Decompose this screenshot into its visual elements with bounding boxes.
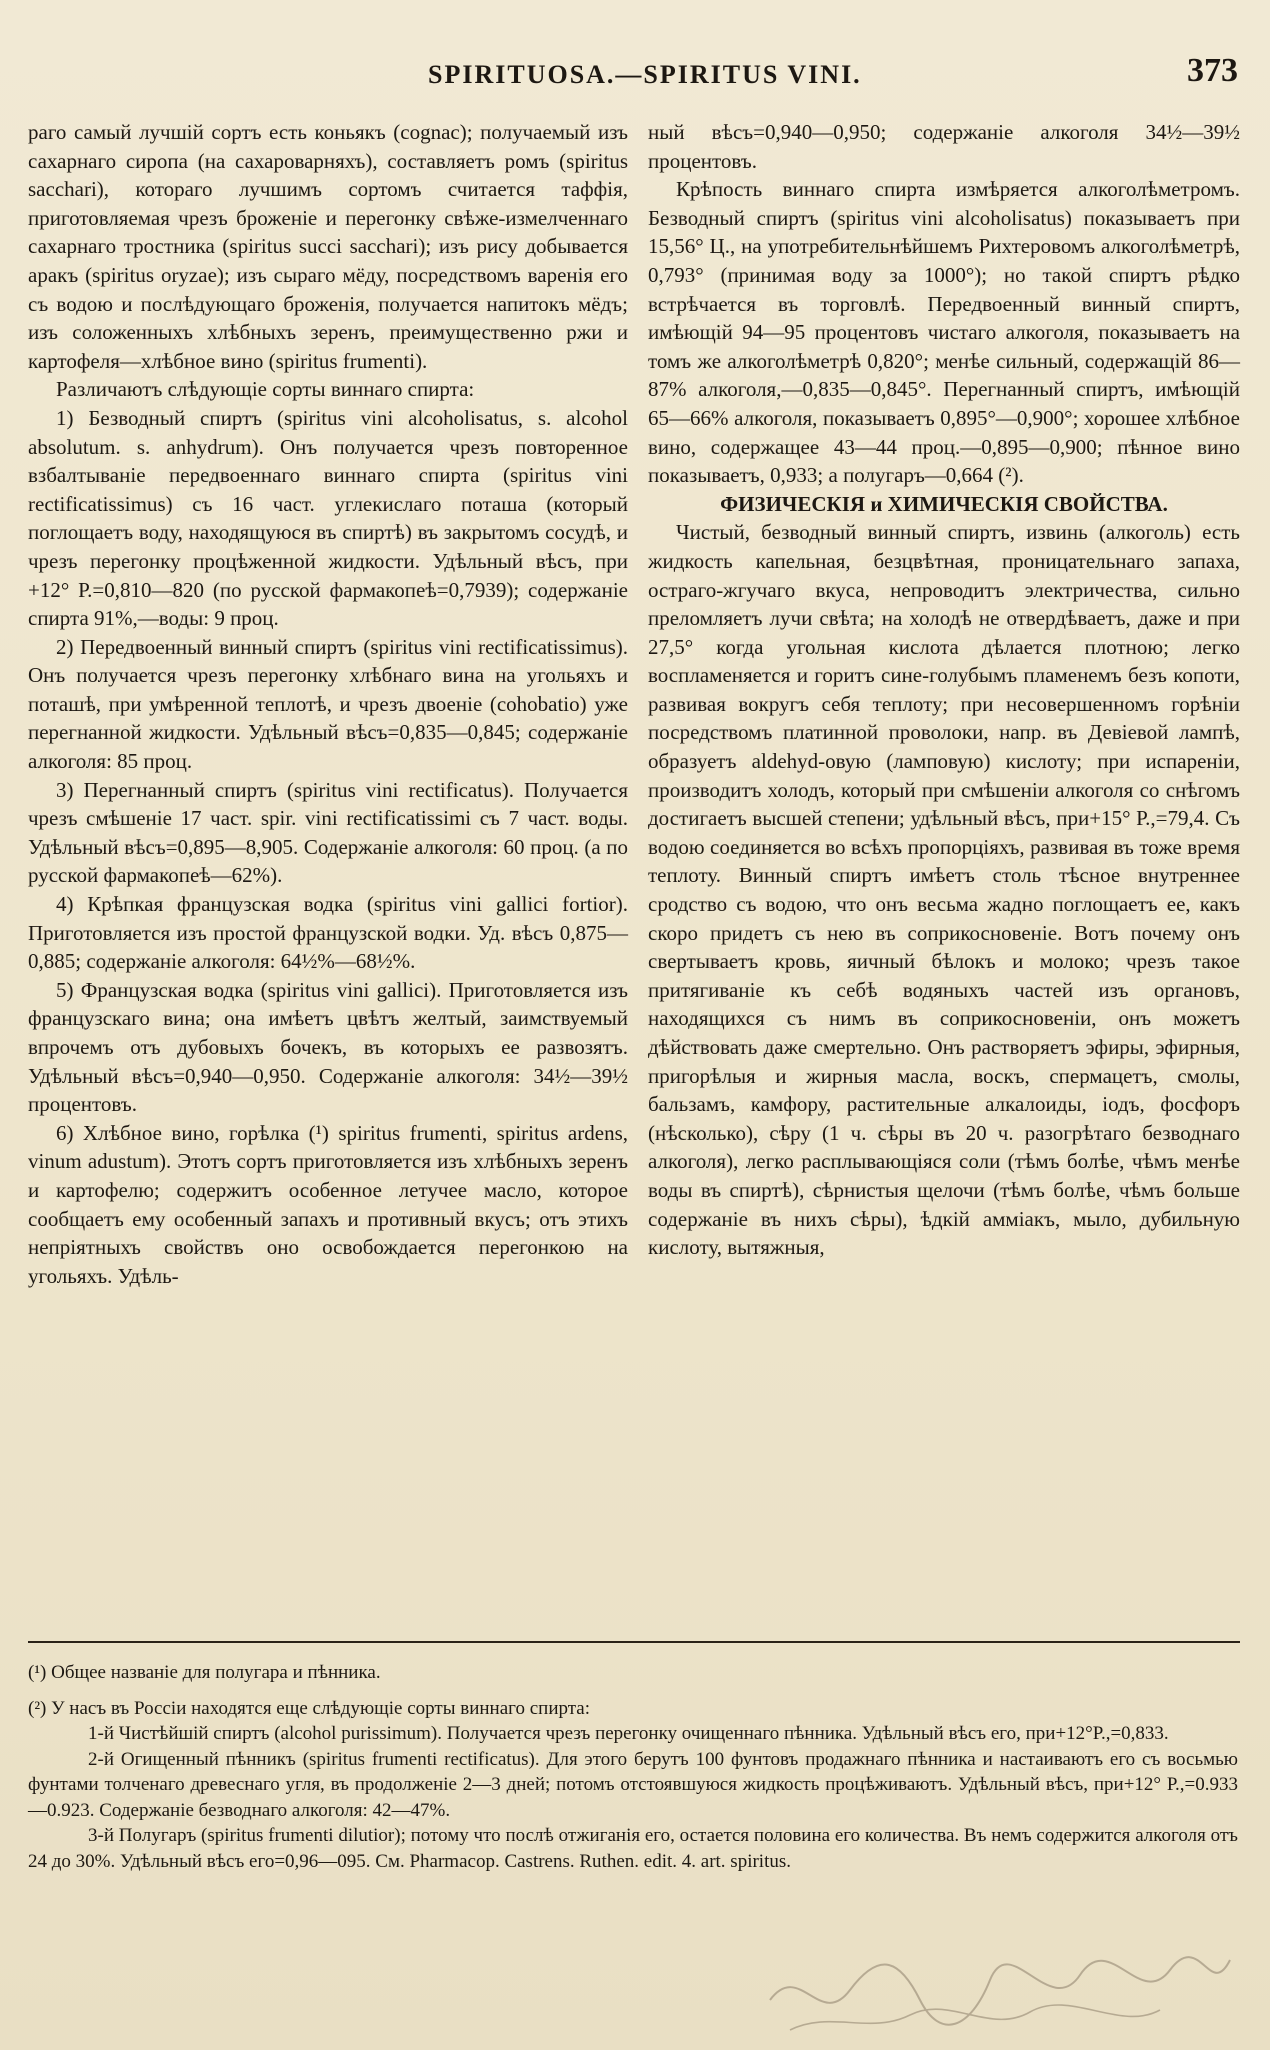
paragraph: 3) Перегнанный спиртъ (spiritus vini rectificatus). Получается чрезъ смѣшеніе 17 част. spir. vini rectificatissimi съ 7 част. воды. Удѣльный вѣсъ=0,895—8,905. Содержаніе алкоголя: 60 проц. (а по русской фармакопеѣ—62%). [28, 777, 628, 888]
paragraph: Крѣпость виннаго спирта измѣряется алкоголѣметромъ. Безводный спиртъ (spiritus vini alcoholisatus) показываетъ при 15,56° Ц., на употребительнѣйшемъ Рихтеровомъ алкоголѣметрѣ, 0,793° (принимая воду за 1000°); но такой спиртъ рѣдко встрѣчается въ торговлѣ. Передвоенный винный спиртъ, имѣющій 94—95 процентовъ чистаго алкоголя, показываетъ на томъ же алкоголѣметрѣ 0,820°; менѣе сильный, содержащій 86—87% алкоголя,—0,835—0,845°. Перегнанный спиртъ, имѣющій 65—66% алкоголя, показываетъ 0,895°—0,900°; хорошее хлѣбное вино, содержащее 43—44 проц.—0,895—0,900; пѣнное вино показываетъ, 0,933; а полугаръ—0,664 (²). [648, 177, 1240, 488]
footnote-divider [28, 1641, 1240, 1643]
paragraph: 6) Хлѣбное вино, горѣлка (¹) spiritus frumenti, spiritus ardens, vinum adustum). Этотъ сортъ приготовляется изъ хлѣбныхъ зеренъ и картофелю; содержитъ особенное летучее масло, которое сообщаетъ ему особенный запахъ и противный вкусъ; отъ этихъ непріятныхъ свойствъ оно освобождается перегонкою на угольяхъ. Удѣль- [28, 1120, 628, 1288]
right-column [648, 118, 1240, 1262]
running-title: SPIRITUOSA.—SPIRITUS VINI. [428, 60, 862, 89]
paragraph: раго самый лучшій сортъ есть коньякъ (cognac); получаемый изъ сахарнаго сиропа (на сахароварняхъ), составляетъ ромъ (spiritus sacchari), котораго лучшимъ сортомъ считается таффія, приготовляемая чрезъ броженіе и перегонку свѣже-измелченнаго сахарнаго тростника (spiritus succi sacchari); изъ рису добывается аракъ (spiritus oryzae); изъ сыраго мёду, посредствомъ варенія его съ водою и послѣдующаго броженія, получается напитокъ мёдъ; изъ соложенныхъ хлѣбныхъ зеренъ, преимущественно ржи и картофеля—хлѣбное вино (spiritus frumenti). [28, 120, 628, 373]
paragraph: 4) Крѣпкая французская водка (spiritus vini gallici fortior). Приготовляется изъ простой французской водки. Уд. вѣсъ 0,875—0,885; содержаніе алкоголя: 64½%—68½%. [28, 892, 628, 974]
paragraph: Чистый, безводный винный спиртъ, извинь (алкоголь) есть жидкость капельная, безцвѣтная, проницательнаго запаха, остраго-жгучаго вкуса, непроводитъ электричества, сильно преломляетъ лучи свѣта; на холодѣ не отвердѣваетъ, даже и при 27,5° когда угольная кислота дѣлается плотною; легко воспламеняется и горитъ синe-голубымъ пламенемъ безъ копоти, развивая вокругъ себя теплоту; при несовершенномъ горѣніи посредствомъ платинной проволоки, напр. въ Девіевой лампѣ, образуетъ aldehyd-овую (ламповую) кислоту; при испареніи, производитъ холодъ, который при смѣшеніи алкоголя со снѣгомъ достигаетъ высшей степени; удѣльный вѣсъ, при+15° Р.,=79,4. Съ водою соединяется во всѣхъ пропорціяхъ, развивая въ тоже время теплоту. Винный спиртъ имѣетъ столь тѣсное внутреннее сродство съ водою, что онъ весьма жадно поглощаетъ ее, какъ скоро придетъ съ нею въ соприкосновеніе. Вотъ почему онъ свертываетъ кровь, яичный бѣлокъ и молоко; чрезъ такое притягиваніе къ себѣ водяныхъ частей изъ органовъ, находящихся съ нимъ въ соприкосновеніи, онъ можетъ дѣйствовать даже смертельно. Онъ растворяетъ эфиры, эфирныя, пригорѣлыя и жирныя масла, воскъ, спермацетъ, смолы, бальзамъ, камфору, растительные алкалоиды, іодъ, фосфоръ (нѣсколько), сѣру (1 ч. сѣры въ 20 ч. разогрѣтаго безводнаго алкоголя), легко расплывающіяся соли (тѣмъ болѣе, чѣмъ менѣе воды въ спиртѣ), сѣрнистыя щелочи (тѣмъ болѣе, чѣмъ больше содержаніе въ нихъ сѣры), ѣдкій аммiакъ, мыло, дубильную кислоту, вытяжныя, [648, 520, 1240, 1260]
footnote: (¹) Общее названіе для полугара и пѣнника. [28, 1662, 381, 1683]
paragraph: 2) Передвоенный винный спиртъ (spiritus vini rectificatissimus). Онъ получается чрезъ перегонку хлѣбнаго вина на угольяхъ и поташѣ, при умѣренной теплотѣ, и чрезъ двоеніе (cohobatio) уже перегнанной жидкости. Удѣльный вѣсъ=0,835—0,845; содержаніе алкоголя: 85 проц. [28, 634, 628, 774]
page-header [0, 50, 1270, 90]
paragraph: ный вѣсъ=0,940—0,950; содержаніе алкоголя 34½—39½ процентовъ. [648, 120, 1240, 173]
footnotes [28, 1660, 1238, 1874]
handwritten-scribble [760, 1940, 1240, 2040]
paragraph: 1) Безводный спиртъ (spiritus vini alcoholisatus, s. alcohol absolutum. s. anhydrum). Онъ получается чрезъ повторенное взбалтываніе передвоеннаго виннаго спирта (spiritus vini rectificatissimus) съ 16 част. углекислаго поташа (который поглощаетъ воду, находящуюся въ спиртѣ) въ закрытомъ сосудѣ, и чрезъ перегонку процѣженной жидкости. Удѣльный вѣсъ, при +12° Р.=0,810—820 (по русской фармакопеѣ=0,7939); содержаніе спирта 91%,—воды: 9 проц. [28, 405, 628, 631]
footnote: (²) У насъ въ Россіи находятся еще слѣдующіе сорты виннаго спирта: [28, 1697, 590, 1719]
paragraph: Различаютъ слѣдующіе сорты виннаго спирта: [56, 377, 475, 402]
page-number: 373 [1187, 52, 1238, 89]
paragraph: 5) Французская водка (spiritus vini gallici). Приготовляется изъ французскаго вина; она имѣетъ цвѣтъ желтый, заимствуемый впрочемъ отъ дубовыхъ бочекъ, въ которыхъ ее развозятъ. Удѣльный вѣсъ=0,940—0,950. Содержаніе алкоголя: 34½—39½ процентовъ. [28, 977, 628, 1117]
section-heading: ФИЗИЧЕСКІЯ и ХИМИЧЕСКІЯ СВОЙСТВА. [720, 491, 1168, 516]
footnote: 2-й Огищенный пѣнникъ (spiritus frumenti rectificatus). Для этого берутъ 100 фунтовъ продажнаго пѣнника и настаиваютъ его съ восьмью фунтами толченаго древеснаго угля, въ продолженіе 2—3 дней; потомъ отстоявшуюся жидкость процѣживаютъ. Удѣльный вѣсъ, при+12° Р.,=0.933—0.923. Содержаніе безводнаго алкоголя: 42—47%. [28, 1748, 1238, 1821]
footnote: 1-й Чистѣйшій спиртъ (alcohol purissimum). Получается чрезъ перегонку очищеннаго пѣнника. Удѣльный вѣсъ его, при+12°Р.,=0,833. [88, 1723, 1169, 1744]
left-column [28, 118, 628, 1290]
footnote: 3-й Полугаръ (spiritus frumenti dilutior); потому что послѣ отжиганія его, остается половина его количества. Въ немъ содержится алкоголя отъ 24 до 30%. Удѣльный вѣсъ его=0,96—095. См. Pharmacop. Castrens. Ruthen. edit. 4. art. spiritus. [28, 1825, 1238, 1872]
